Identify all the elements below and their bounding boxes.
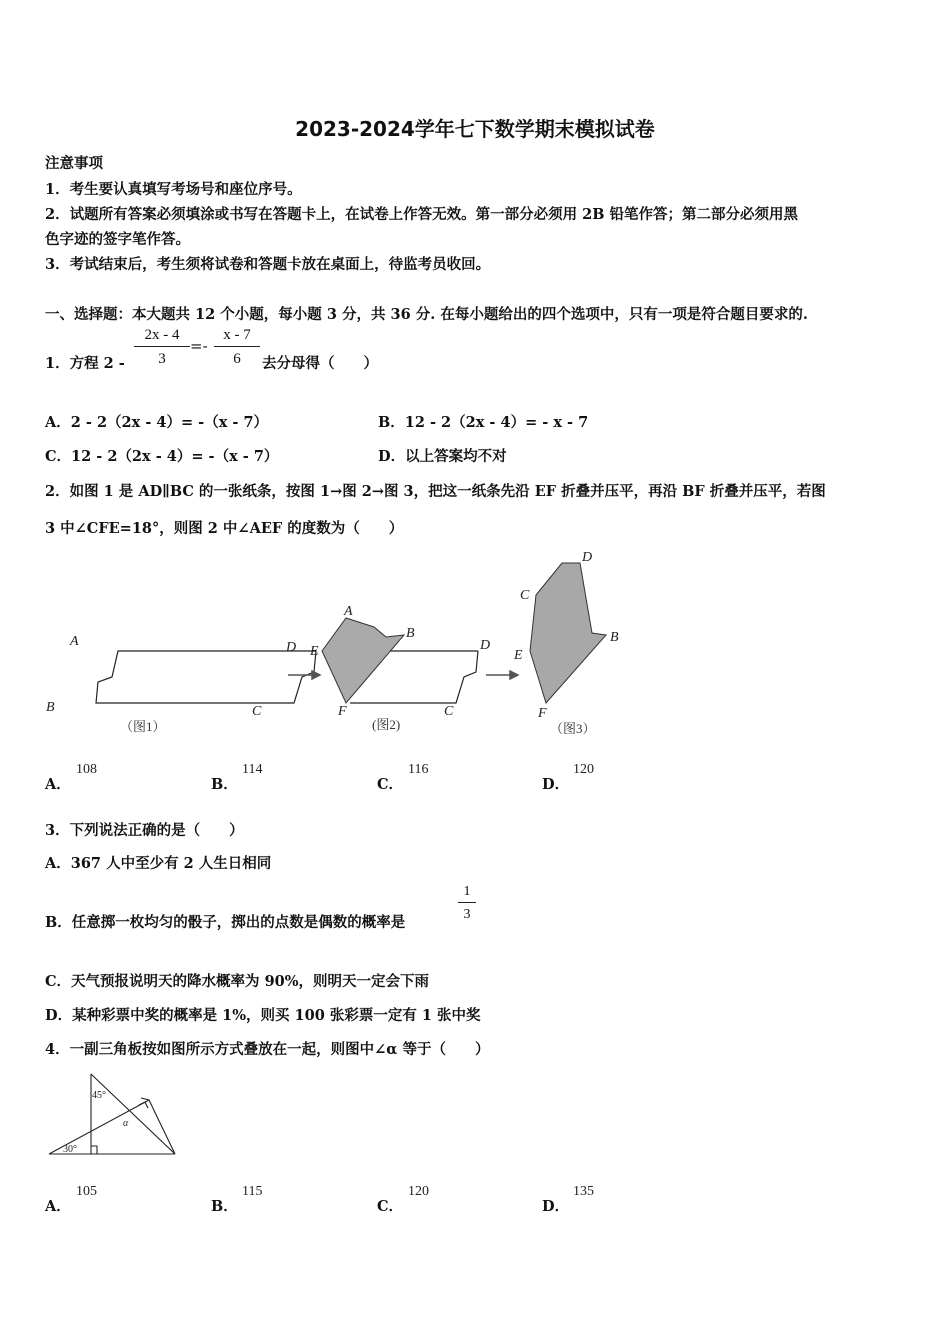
q4-option-d-letter: D． xyxy=(542,1198,570,1215)
q1-option-d: D．以上答案均不对 xyxy=(378,448,507,465)
q2-option-d-value: 120 xyxy=(573,762,594,777)
q2-stem-line2: 3 中∠CFE=18°，则图 2 中∠AEF 的度数为（ ） xyxy=(45,520,404,537)
q4-option-d-value: 135 xyxy=(573,1184,594,1199)
fig1-label-d: D xyxy=(286,640,297,655)
fig3-label-b: B xyxy=(610,630,619,645)
q1-fraction-left xyxy=(134,327,190,368)
q2-option-d-letter: D． xyxy=(542,776,570,793)
q4-angle-45: 45° xyxy=(92,1090,106,1101)
q3-frac-denominator: 3 xyxy=(463,907,471,922)
notice-item-2-cont: 色字迹的签字笔作答。 xyxy=(45,231,190,248)
q3-frac-numerator: 1 xyxy=(458,884,476,903)
fig1-label-a: A xyxy=(70,634,79,649)
q3-option-a: A．367 人中至少有 2 人生日相同 xyxy=(45,855,272,872)
q1-frac1-denominator: 3 xyxy=(158,351,166,367)
fig2-caption: (图2) xyxy=(372,717,401,732)
q3-fraction xyxy=(458,884,476,923)
q1-option-c: C．12 - 2（2x - 4）= -（x - 7） xyxy=(45,448,279,465)
q4-stem: 4．一副三角板按如图所示方式叠放在一起，则图中∠α 等于（ ） xyxy=(45,1041,490,1058)
fig2-label-d: D xyxy=(480,638,491,653)
notice-item-3: 3．考试结束后，考生须将试卷和答题卡放在桌面上，待监考员收回。 xyxy=(45,256,491,273)
fig3-folded-part xyxy=(530,563,606,703)
q2-option-a-letter: A． xyxy=(45,776,71,793)
q1-fraction-right xyxy=(214,327,260,368)
q3-option-d: D．某种彩票中奖的概率是 1%，则买 100 张彩票一定有 1 张中奖 xyxy=(45,1007,481,1024)
q4-triangle-figure xyxy=(45,1068,185,1160)
q1-equals: =- xyxy=(190,337,208,355)
q1-prefix: 1．方程 2 - xyxy=(45,355,125,372)
q2-option-c-letter: C． xyxy=(377,776,404,793)
q1-frac2-denominator: 6 xyxy=(233,351,241,367)
q4-hypotenuse-45 xyxy=(91,1074,175,1154)
fig2-folded-part xyxy=(322,618,404,703)
q4-option-b-letter: B． xyxy=(211,1198,238,1215)
page-title: 2023-2024学年七下数学期末模拟试卷 xyxy=(295,117,655,141)
q4-option-a-value: 105 xyxy=(76,1184,97,1199)
notice-item-2: 2．试题所有答案必须填涂或书写在答题卡上，在试卷上作答无效。第一部分必须用 2B 铅笔作答；第二部分必须用黑 xyxy=(45,206,799,223)
q2-option-b-letter: B． xyxy=(211,776,238,793)
fig2-label-f: F xyxy=(338,704,347,719)
notice-heading: 注意事项 xyxy=(45,155,103,172)
q4-option-c-value: 120 xyxy=(408,1184,429,1199)
section-heading: 一、选择题：本大题共 12 个小题，每小题 3 分，共 36 分. 在每小题给出的四个选项中，只有一项是符合题目要求的. xyxy=(45,306,808,323)
fig3-label-f: F xyxy=(538,706,547,721)
fig3-label-d: D xyxy=(582,550,593,565)
q4-right-angle-mark xyxy=(91,1146,97,1154)
q3-option-c: C．天气预报说明天的降水概率为 90%，则明天一定会下雨 xyxy=(45,973,430,990)
q4-angle-30: 30° xyxy=(63,1144,77,1155)
q4-option-a-letter: A． xyxy=(45,1198,71,1215)
q2-option-a-value: 108 xyxy=(76,762,97,777)
fig3-label-e: E xyxy=(514,648,523,663)
q3-option-b: B．任意掷一枚均匀的骰子，掷出的点数是偶数的概率是 xyxy=(45,914,406,931)
fig3-caption: （图3） xyxy=(550,721,596,736)
fig1-label-b: B xyxy=(46,700,55,715)
q1-suffix: 去分母得（ ） xyxy=(262,355,378,372)
q1-frac1-numerator: 2x - 4 xyxy=(134,327,190,347)
q3-stem: 3．下列说法正确的是（ ） xyxy=(45,822,244,839)
q2-stem-line1: 2．如图 1 是 AD∥BC 的一张纸条，按图 1→图 2→图 3，把这一纸条先沿 EF 折叠并压平，再沿 BF 折叠并压平，若图 xyxy=(45,483,826,500)
arrow-2-head xyxy=(510,671,518,679)
q4-option-c-letter: C． xyxy=(377,1198,404,1215)
q4-option-b-value: 115 xyxy=(242,1184,263,1199)
fig2-label-e: E xyxy=(310,644,319,659)
q2-option-c-value: 116 xyxy=(408,762,429,777)
q1-option-a: A．2 - 2（2x - 4）= -（x - 7） xyxy=(45,414,269,431)
q2-figures xyxy=(40,545,640,745)
fig1-strip xyxy=(96,651,316,703)
q2-option-b-value: 114 xyxy=(242,762,263,777)
fig1-label-c: C xyxy=(252,704,262,719)
fig2-label-b: B xyxy=(406,626,415,641)
arrow-1-head xyxy=(312,671,320,679)
fig3-label-c: C xyxy=(520,588,530,603)
q4-angle-alpha: α xyxy=(123,1118,129,1129)
fig2-label-a: A xyxy=(344,604,353,619)
q1-frac2-numerator: x - 7 xyxy=(214,327,260,347)
fig1-caption: （图1） xyxy=(120,719,166,734)
fig2-label-c: C xyxy=(444,704,454,719)
q1-option-b: B．12 - 2（2x - 4）= - x - 7 xyxy=(378,414,589,431)
notice-item-1: 1．考生要认真填写考场号和座位序号。 xyxy=(45,181,302,198)
